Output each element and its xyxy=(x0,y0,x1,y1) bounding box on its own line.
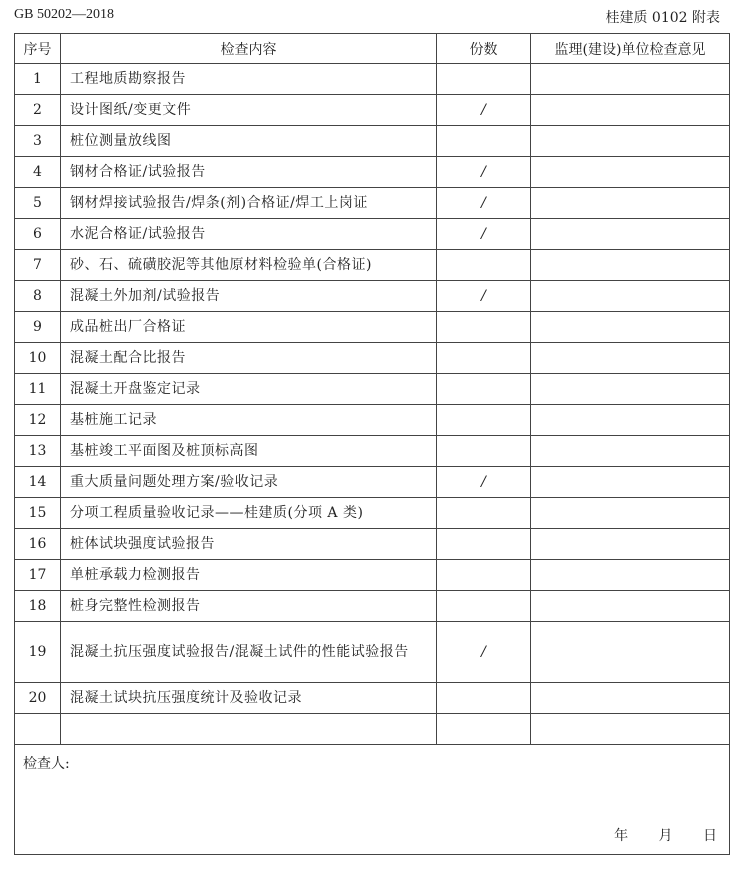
header-no: 序号 xyxy=(15,34,61,64)
row-item: 分项工程质量验收记录——桂建质(分项 A 类) xyxy=(61,498,437,529)
row-number: 5 xyxy=(15,188,61,219)
form-code: 桂建质 0102 附表 xyxy=(605,10,720,26)
row-item: 重大质量问题处理方案/验收记录 xyxy=(61,467,437,498)
table-row xyxy=(15,374,730,405)
row-count xyxy=(437,436,531,467)
row-number: 11 xyxy=(15,374,61,405)
row-opinion xyxy=(531,560,730,591)
row-count: / xyxy=(437,95,531,126)
table-row xyxy=(15,498,730,529)
row-item: 设计图纸/变更文件 xyxy=(61,95,437,126)
row-item: 工程地质勘察报告 xyxy=(61,64,437,95)
row-number: 6 xyxy=(15,219,61,250)
table-row xyxy=(15,622,730,683)
row-opinion xyxy=(531,281,730,312)
row-opinion xyxy=(531,250,730,281)
row-opinion xyxy=(531,683,730,714)
row-number: 16 xyxy=(15,529,61,560)
row-item: 砂、石、硫磺胶泥等其他原材料检验单(合格证) xyxy=(61,250,437,281)
date-month: 月 xyxy=(658,828,673,844)
row-item: 水泥合格证/试验报告 xyxy=(61,219,437,250)
header-opinion: 监理(建设)单位检查意见 xyxy=(531,34,730,64)
table-row xyxy=(15,343,730,374)
date-year: 年 xyxy=(614,828,629,844)
row-count xyxy=(437,683,531,714)
row-opinion xyxy=(531,126,730,157)
row-item: 成品桩出厂合格证 xyxy=(61,312,437,343)
row-opinion xyxy=(531,714,730,745)
inspection-table xyxy=(14,33,730,855)
row-number: 18 xyxy=(15,591,61,622)
row-item: 桩身完整性检测报告 xyxy=(61,591,437,622)
row-count xyxy=(437,560,531,591)
inspector-label: 检查人: xyxy=(23,756,70,772)
row-number: 14 xyxy=(15,467,61,498)
row-number: 20 xyxy=(15,683,61,714)
row-opinion xyxy=(531,529,730,560)
row-number: 8 xyxy=(15,281,61,312)
table-header-row xyxy=(15,34,730,64)
header-item: 检查内容 xyxy=(61,34,437,64)
date-line xyxy=(600,825,717,845)
table-row xyxy=(15,467,730,498)
date-day: 日 xyxy=(703,828,717,844)
row-opinion xyxy=(531,219,730,250)
table-row xyxy=(15,219,730,250)
row-number: 17 xyxy=(15,560,61,591)
table-row xyxy=(15,157,730,188)
table-row xyxy=(15,126,730,157)
row-number: 7 xyxy=(15,250,61,281)
table-row xyxy=(15,188,730,219)
row-opinion xyxy=(531,374,730,405)
row-opinion xyxy=(531,467,730,498)
row-number: 3 xyxy=(15,126,61,157)
table-row xyxy=(15,312,730,343)
row-number: 2 xyxy=(15,95,61,126)
row-count: / xyxy=(437,622,531,683)
table-row xyxy=(15,436,730,467)
row-item: 钢材合格证/试验报告 xyxy=(61,157,437,188)
table-row xyxy=(15,250,730,281)
row-item: 基桩竣工平面图及桩顶标高图 xyxy=(61,436,437,467)
row-opinion xyxy=(531,188,730,219)
table-row xyxy=(15,683,730,714)
table-row xyxy=(15,529,730,560)
header-count: 份数 xyxy=(437,34,531,64)
row-opinion xyxy=(531,312,730,343)
row-opinion xyxy=(531,498,730,529)
row-count xyxy=(437,126,531,157)
row-number: 19 xyxy=(15,622,61,683)
row-number: 4 xyxy=(15,157,61,188)
table-row xyxy=(15,95,730,126)
row-count: / xyxy=(437,157,531,188)
row-count xyxy=(437,374,531,405)
row-opinion xyxy=(531,622,730,683)
row-count: / xyxy=(437,467,531,498)
row-count xyxy=(437,714,531,745)
row-item: 钢材焊接试验报告/焊条(剂)合格证/焊工上岗证 xyxy=(61,188,437,219)
row-count: / xyxy=(437,219,531,250)
row-number: 13 xyxy=(15,436,61,467)
row-number: 10 xyxy=(15,343,61,374)
row-item: 桩体试块强度试验报告 xyxy=(61,529,437,560)
table-row xyxy=(15,405,730,436)
row-item: 单桩承载力检测报告 xyxy=(61,560,437,591)
row-item: 混凝土试块抗压强度统计及验收记录 xyxy=(61,683,437,714)
row-opinion xyxy=(531,157,730,188)
row-opinion xyxy=(531,95,730,126)
table-row xyxy=(15,281,730,312)
standard-code: GB 50202—2018 xyxy=(14,7,114,22)
row-opinion xyxy=(531,64,730,95)
row-count xyxy=(437,591,531,622)
table-row xyxy=(15,591,730,622)
table-row xyxy=(15,714,730,745)
row-count xyxy=(437,64,531,95)
row-count xyxy=(437,312,531,343)
row-item: 桩位测量放线图 xyxy=(61,126,437,157)
row-count xyxy=(437,250,531,281)
row-opinion xyxy=(531,405,730,436)
row-item: 基桩施工记录 xyxy=(61,405,437,436)
row-count xyxy=(437,405,531,436)
row-number xyxy=(15,714,61,745)
row-count xyxy=(437,529,531,560)
row-count: / xyxy=(437,281,531,312)
row-number: 15 xyxy=(15,498,61,529)
row-number: 12 xyxy=(15,405,61,436)
table-row xyxy=(15,560,730,591)
inspector-section xyxy=(15,745,730,855)
row-count: / xyxy=(437,188,531,219)
row-item xyxy=(61,714,437,745)
row-number: 9 xyxy=(15,312,61,343)
row-item: 混凝土配合比报告 xyxy=(61,343,437,374)
row-opinion xyxy=(531,343,730,374)
row-item: 混凝土外加剂/试验报告 xyxy=(61,281,437,312)
row-number: 1 xyxy=(15,64,61,95)
row-item: 混凝土抗压强度试验报告/混凝土试件的性能试验报告 xyxy=(61,622,437,683)
row-item: 混凝土开盘鉴定记录 xyxy=(61,374,437,405)
row-count xyxy=(437,498,531,529)
table-row xyxy=(15,64,730,95)
row-count xyxy=(437,343,531,374)
row-opinion xyxy=(531,436,730,467)
row-opinion xyxy=(531,591,730,622)
